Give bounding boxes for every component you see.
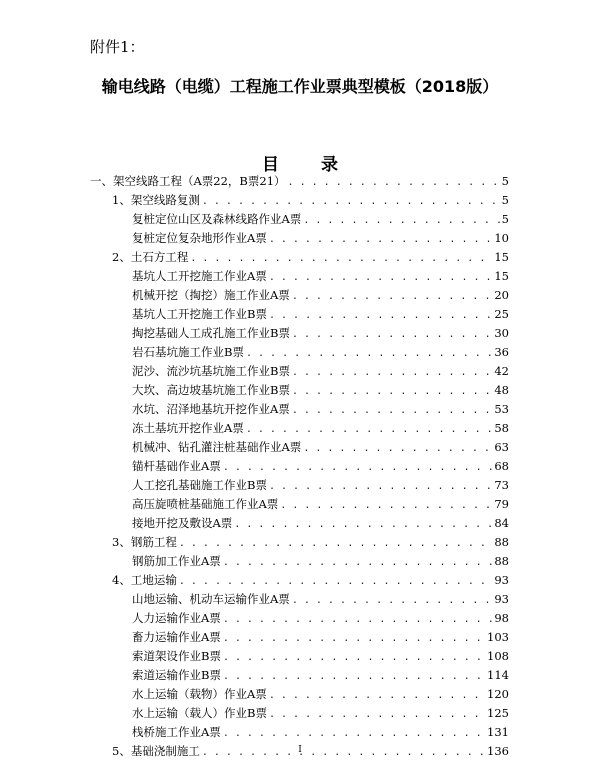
toc-entry[interactable]	[132, 666, 509, 685]
dot-leader	[269, 268, 493, 287]
toc-entry[interactable]	[132, 286, 509, 305]
toc-entry-page: 98	[494, 611, 509, 625]
toc-entry-page: 131	[487, 725, 509, 739]
dot-leader	[223, 458, 493, 477]
toc-entry-label: 4、工地运输	[112, 573, 177, 587]
toc-entry[interactable]	[132, 419, 509, 438]
dot-leader	[223, 724, 485, 743]
dot-leader	[223, 610, 493, 629]
dot-leader	[292, 287, 493, 306]
document-title: 输电线路（电缆）工程施工作业票典型模板（2018版）	[101, 77, 499, 96]
toc-heading: 目 录	[262, 155, 356, 175]
toc-entry-label: 水坑、沼泽地基坑开挖作业A票	[132, 402, 290, 416]
toc-entry-label: 钢筋加工作业A票	[132, 554, 221, 568]
toc-entry-page: 5	[501, 174, 509, 188]
toc-entry-label: 机械开挖（掏挖）施工作业A票	[132, 288, 290, 302]
toc-entry[interactable]	[132, 609, 509, 628]
toc-entry-label: 锚杆基础作业A票	[132, 459, 221, 473]
toc-entry-label: 5、基础浇制施工	[112, 744, 200, 758]
toc-entry[interactable]	[132, 305, 509, 324]
toc-entry-label: 基坑人工开挖施工作业B票	[132, 307, 267, 321]
toc-entry-page: 68	[494, 459, 509, 473]
dot-leader	[303, 211, 499, 230]
toc-entry-label: 复桩定位山区及森林线路作业A票	[132, 212, 302, 226]
toc-entry-label: 山地运输、机动车运输作业A票	[132, 592, 290, 606]
dot-leader	[292, 591, 493, 610]
toc-entry[interactable]	[132, 628, 509, 647]
toc-entry-page: 42	[494, 364, 509, 378]
toc-entry-label: 掏挖基础人工成孔施工作业B票	[132, 326, 290, 340]
toc-entry[interactable]	[112, 191, 509, 210]
dot-leader	[269, 477, 492, 496]
toc-entry-label: 泥沙、流沙坑基坑施工作业B票	[132, 364, 290, 378]
toc-entry-label: 索道运输作业B票	[132, 668, 221, 682]
toc-entry-page: 93	[494, 592, 509, 606]
toc-entry-label: 人工挖孔基础施工作业B票	[132, 478, 267, 492]
dot-leader	[223, 629, 485, 648]
toc-entry-page: 84	[494, 516, 509, 530]
toc-entry[interactable]	[132, 590, 509, 609]
toc-entry-label: 大坎、高边坡基坑施工作业B票	[132, 383, 290, 397]
toc-entry[interactable]	[132, 476, 509, 495]
toc-entry-page: 79	[494, 497, 509, 511]
toc-entry-label: 索道架设作业B票	[132, 649, 221, 663]
dot-leader	[202, 192, 500, 211]
toc-entry-page: 58	[494, 421, 509, 435]
toc-entry-label: 接地开挖及敷设A票	[132, 516, 233, 530]
toc-entry-page: 120	[487, 687, 509, 701]
toc-entry-page: 25	[494, 307, 509, 321]
toc-entry[interactable]	[112, 533, 509, 552]
dot-leader	[269, 306, 492, 325]
toc-entry-page: 108	[487, 649, 509, 663]
toc-entry[interactable]	[112, 248, 509, 267]
dot-leader	[269, 230, 493, 249]
toc-entry[interactable]	[90, 172, 509, 191]
toc-entry-page: 36	[494, 345, 509, 359]
toc-entry-label: 水上运输（载物）作业A票	[132, 687, 267, 701]
toc-entry-page: 103	[487, 630, 509, 644]
toc-entry[interactable]	[132, 723, 509, 742]
toc-entry[interactable]	[132, 324, 509, 343]
toc-entry[interactable]	[132, 381, 509, 400]
toc-entry-page: 88	[494, 554, 509, 568]
toc-entry-label: 基坑人工开挖施工作业A票	[132, 269, 267, 283]
dot-leader	[292, 325, 492, 344]
toc-entry[interactable]	[132, 362, 509, 381]
dot-leader	[280, 496, 492, 515]
toc-entry-label: 水上运输（载人）作业B票	[132, 706, 267, 720]
toc-entry-label: 一、架空线路工程（A票22，B票21）	[90, 174, 286, 188]
toc-entry-label: 1、架空线路复测	[112, 193, 200, 207]
toc-entry-page: 53	[494, 402, 509, 416]
toc-entry[interactable]	[132, 229, 509, 248]
toc-entry-label: 3、钢筋工程	[112, 535, 177, 549]
toc-entry-label: 复桩定位复杂地形作业A票	[132, 231, 267, 245]
attachment-label: 附件1：	[90, 38, 145, 56]
dot-leader	[179, 534, 493, 553]
dot-leader	[190, 249, 492, 268]
toc-entry-page: 30	[494, 326, 509, 340]
dot-leader	[292, 363, 492, 382]
toc-entry-page: 73	[494, 478, 509, 492]
toc-entry[interactable]	[132, 267, 509, 286]
toc-entry-label: 2、土石方工程	[112, 250, 189, 264]
toc-entry-label: 高压旋喷桩基础施工作业A票	[132, 497, 279, 511]
toc-entry-page: 15	[494, 250, 509, 264]
dot-leader	[292, 401, 493, 420]
toc-entry-page: 63	[494, 440, 509, 454]
toc-entry-page: 5	[501, 193, 509, 207]
dot-leader	[246, 420, 493, 439]
page-number: I	[298, 745, 302, 755]
dot-leader	[269, 686, 485, 705]
toc-entry[interactable]	[132, 438, 509, 457]
toc-entry-page: 136	[487, 744, 509, 758]
toc-entry-page: 114	[487, 668, 509, 682]
toc-entry-page: 10	[494, 231, 509, 245]
toc-entry[interactable]	[132, 514, 509, 533]
toc-entry-label: 岩石基坑施工作业B票	[132, 345, 244, 359]
dot-leader	[223, 667, 485, 686]
toc-entry[interactable]	[112, 571, 509, 590]
toc-entry-page: 20	[494, 288, 509, 302]
toc-entry-label: 人力运输作业A票	[132, 611, 221, 625]
toc-entry-label: 畜力运输作业A票	[132, 630, 221, 644]
dot-leader	[246, 344, 492, 363]
toc-entry-page: 93	[494, 573, 509, 587]
dot-leader	[269, 705, 485, 724]
dot-leader	[223, 648, 485, 667]
dot-leader	[234, 515, 492, 534]
toc-entry[interactable]	[132, 552, 509, 571]
toc-entry-page: 48	[494, 383, 509, 397]
toc-entry[interactable]	[132, 495, 509, 514]
toc-entry[interactable]	[132, 457, 509, 476]
toc-entry[interactable]	[132, 685, 509, 704]
toc-entry-label: 栈桥施工作业A票	[132, 725, 221, 739]
toc-entry[interactable]	[132, 343, 509, 362]
dot-leader	[292, 382, 492, 401]
toc-entry-page: 88	[494, 535, 509, 549]
dot-leader	[179, 572, 493, 591]
toc-entry[interactable]	[132, 704, 509, 723]
toc-entry[interactable]	[132, 210, 509, 229]
toc-entry-label: 冻土基坑开挖作业A票	[132, 421, 244, 435]
toc-entry-label: 机械冲、钻孔灌注桩基础作业A票	[132, 440, 302, 454]
toc-entry[interactable]	[132, 647, 509, 666]
dot-leader	[223, 553, 493, 572]
dot-leader	[288, 173, 500, 192]
dot-leader	[303, 439, 492, 458]
toc-entry-page: 5	[501, 212, 509, 226]
toc-entry[interactable]	[132, 400, 509, 419]
toc-entry-page: 15	[494, 269, 509, 283]
toc-entry-page: 125	[487, 706, 509, 720]
